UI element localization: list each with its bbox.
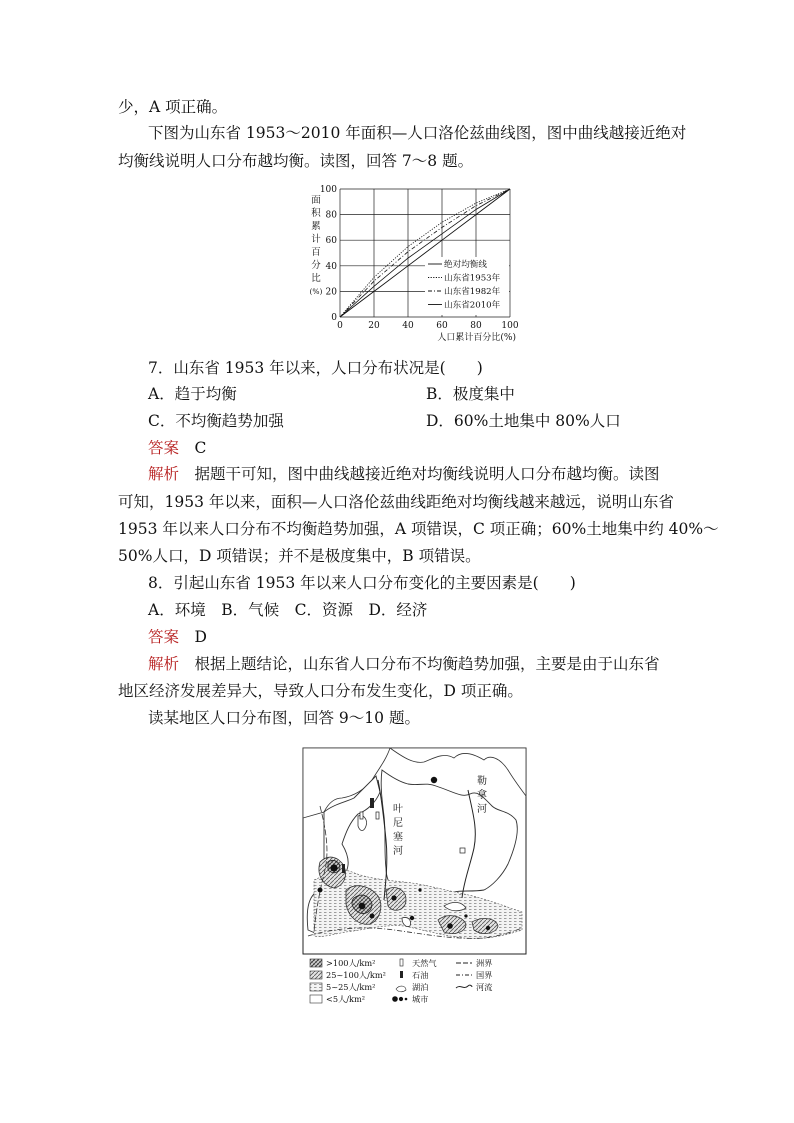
- q7-analysis-line-3: 1953 年以来人口分布不均衡趋势加强，A 项错误，C 项正确；60%土地集中约 40%～: [118, 520, 719, 538]
- y-label-char-5: 分: [311, 260, 321, 271]
- city-7: [410, 916, 414, 920]
- q7-option-a: A．趋于均衡: [148, 385, 237, 403]
- y-label-char-3: 计: [311, 234, 321, 245]
- legend-label-2: 山东省1982年: [444, 287, 501, 297]
- legend-river-icon: [456, 985, 472, 988]
- legend-0: <5人/km²: [326, 994, 366, 1004]
- q7-option-b: B．极度集中: [426, 385, 515, 403]
- legend-100: >100人/km²: [326, 958, 376, 968]
- x-tick-label-3: 60: [436, 321, 448, 331]
- q8-answer-value: D: [194, 628, 207, 646]
- legend-city-icon-large: [392, 996, 398, 1002]
- legend-gas-icon: [400, 959, 403, 966]
- y-tick-label-4: 80: [325, 210, 337, 221]
- q8-answer-label: 答案: [148, 628, 180, 646]
- legend-continent: 洲界: [476, 958, 493, 968]
- q8-options: A．环境 B．气候 C．资源 D．经济: [148, 601, 428, 619]
- city-3: [318, 888, 323, 893]
- q7-analysis-line-4: 50%人口，D 项错误；并不是极度集中，B 项错误。: [118, 547, 481, 565]
- city-11: [464, 914, 467, 917]
- q910-intro-line: 读某地区人口分布图，回答 9～10 题。: [148, 709, 420, 727]
- city-9: [486, 926, 490, 930]
- q8-analysis-line-2: 地区经济发展差异大，导致人口分布发生变化，D 项正确。: [118, 682, 523, 700]
- q8-analysis-line-1: [148, 654, 660, 674]
- gas-symbol-2: [376, 812, 379, 819]
- q7-option-c: C．不均衡趋势加强: [148, 412, 284, 430]
- legend-lake-icon: [396, 986, 406, 992]
- q78-intro-line-1: 下图为山东省 1953～2010 年面积—人口洛伦兹曲线图，图中曲线越接近绝对: [148, 124, 687, 142]
- yenisei-char-3: 河: [393, 846, 403, 857]
- chart-legend: [425, 257, 509, 315]
- chart-xlabel: 人口累计百分比(%): [437, 333, 516, 343]
- y-tick-label-5: 100: [319, 185, 337, 195]
- yenisei-char-1: 尼: [393, 818, 403, 829]
- q7-answer-line: [148, 438, 206, 458]
- q7-option-d: D．60%土地集中 80%人口: [426, 412, 621, 430]
- legend-city-icon-small: [405, 998, 408, 1001]
- yenisei-char-0: 叶: [393, 804, 403, 815]
- y-label-char-0: 面: [311, 195, 321, 206]
- yenisei-char-2: 塞: [393, 832, 403, 843]
- legend-city-icon-mid: [399, 997, 403, 1001]
- q7-analysis-text-1: 据题干可知，图中曲线越接近绝对均衡线说明人口分布越均衡。读图: [194, 465, 660, 483]
- legend-gas: 天然气: [412, 958, 437, 968]
- legend-swatch-100: [310, 959, 322, 967]
- city-2: [330, 864, 337, 871]
- gas-symbol-3: [460, 848, 465, 853]
- legend-oil-icon: [400, 971, 403, 978]
- q8-analysis-label: 解析: [148, 655, 180, 673]
- x-tick-label-2: 40: [402, 321, 414, 331]
- lena-char-2: 河: [477, 804, 487, 815]
- chart-ylabel: [310, 195, 323, 296]
- x-tick-label-1: 20: [368, 321, 380, 331]
- y-tick-label-2: 40: [325, 261, 337, 272]
- legend-label-0: 绝对均衡线: [444, 260, 487, 270]
- legend-lake: 湖泊: [412, 982, 429, 992]
- population-distribution-map: [294, 740, 534, 1012]
- city-8: [447, 923, 453, 929]
- x-tick-label-5: 100: [501, 321, 519, 331]
- y-label-char-4: 百: [311, 247, 321, 258]
- q7-analysis-line-2: 可知，1953 年以来，面积—人口洛伦兹曲线距绝对均衡线越来越远，说明山东省: [118, 493, 674, 511]
- legend-25: 25~100人/km²: [326, 970, 386, 980]
- q7-stem: 7．山东省 1953 年以来，人口分布状况是( ): [148, 359, 483, 377]
- y-tick-label-1: 20: [325, 287, 337, 298]
- y-tick-label-3: 60: [325, 236, 337, 247]
- y-label-char-1: 积: [311, 208, 321, 219]
- density-25-100-far-east: [472, 919, 498, 934]
- city-10: [418, 888, 421, 891]
- chart-yticks: [320, 185, 337, 323]
- lena-char-1: 拿: [477, 790, 487, 801]
- chart-xticks: [337, 321, 519, 331]
- legend-label-3: 山东省2010年: [444, 300, 501, 311]
- lorenz-curve-chart: [300, 181, 526, 343]
- y-label-char-2: 累: [311, 221, 321, 232]
- city-6: [391, 895, 396, 900]
- legend-swatch-25: [310, 971, 322, 979]
- legend-city: 城市: [412, 994, 429, 1004]
- oil-symbol-1: [370, 798, 374, 808]
- q8-answer-line: [148, 627, 207, 647]
- legend-swatch-0: [310, 995, 322, 1003]
- q8-stem: 8．引起山东省 1953 年以来人口分布变化的主要因素是( ): [148, 574, 576, 592]
- legend-oil: 石油: [412, 970, 429, 980]
- x-tick-label-0: 0: [337, 321, 343, 331]
- y-label-char-6: 比: [311, 273, 321, 284]
- city-5: [370, 914, 375, 919]
- q78-intro-line-2: 均衡线说明人口分布越均衡。读图，回答 7～8 题。: [118, 152, 474, 170]
- legend-river: 河流: [476, 982, 493, 992]
- x-tick-label-4: 80: [470, 321, 482, 331]
- q7-answer-label: 答案: [148, 439, 180, 457]
- q8-analysis-text-1: 根据上题结论，山东省人口分布不均衡趋势加强，主要是由于山东省: [194, 655, 660, 673]
- intro-end-line: 少，A 项正确。: [118, 98, 228, 116]
- y-label-char-7: (%): [309, 287, 323, 296]
- legend-5: 5~25人/km²: [326, 982, 376, 992]
- legend-label-1: 山东省1953年: [444, 273, 501, 284]
- legend-swatch-5: [310, 983, 322, 991]
- q7-analysis-line-1: [148, 464, 660, 484]
- city-1: [431, 777, 437, 783]
- lena-char-0: 勒: [477, 776, 487, 787]
- y-tick-label-0: 0: [331, 313, 337, 323]
- q7-analysis-label: 解析: [148, 465, 180, 483]
- gas-symbol-1: [360, 812, 363, 819]
- map-legend: [310, 958, 492, 1004]
- q7-answer-value: C: [194, 439, 207, 457]
- legend-country: 国界: [476, 970, 493, 980]
- city-4: [359, 903, 366, 910]
- oil-symbol-2: [342, 864, 345, 873]
